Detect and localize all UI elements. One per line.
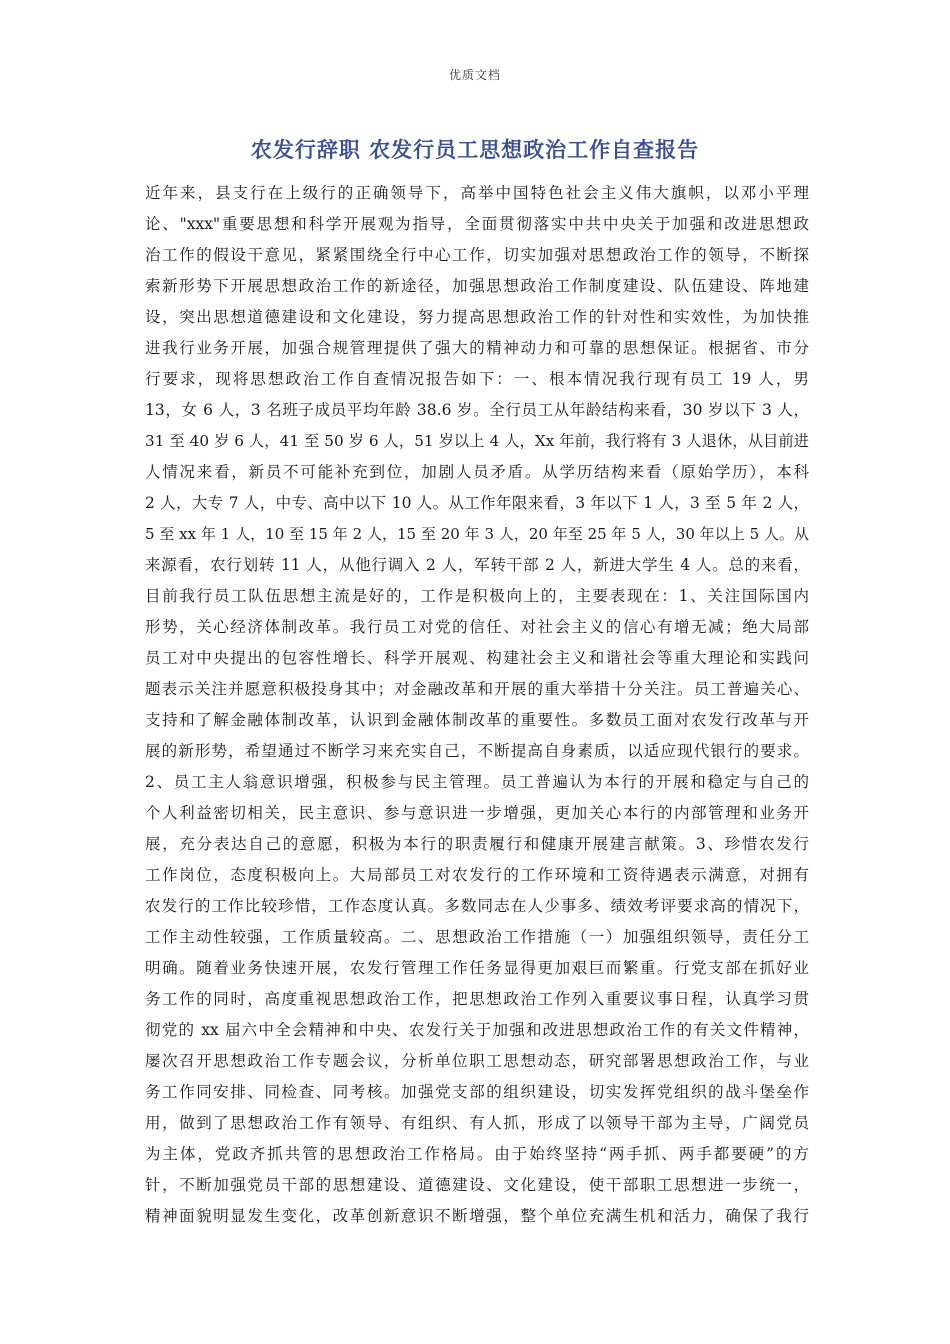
body-line: 论、"xxx"重要思想和科学开展观为指导，全面贯彻落实中共中央关于加强和改进思想政: [145, 215, 809, 233]
document-body: [145, 178, 809, 1232]
body-line: 务工作同安排、同检查、同考核。加强党支部的组织建设，切实发挥党组织的战斗堡垒作: [145, 1083, 809, 1101]
body-line: 支持和了解金融体制改革，认识到金融体制改革的重要性。多数员工面对农发行改革与开: [145, 711, 809, 729]
body-line: 用，做到了思想政治工作有领导、有组织、有人抓，形成了以领导干部为主导，广阔党员: [145, 1114, 809, 1132]
body-line: 人情况来看，新员不可能补充到位，加剧人员矛盾。从学历结构来看（原始学历），本科: [145, 463, 809, 481]
body-line: 务工作的同时，高度重视思想政治工作，把思想政治工作列入重要议事日程，认真学习贯: [145, 990, 809, 1008]
body-line: 题表示关注并愿意积极投身其中；对金融改革和开展的重大举措十分关注。员工普遍关心、: [145, 680, 809, 698]
body-line: 员工对中央提出的包容性增长、科学开展观、构建社会主义和谐社会等重大理论和实践问: [145, 649, 809, 667]
body-line: 目前我行员工队伍思想主流是好的，工作是积极向上的，主要表现在：1、关注国际国内: [145, 587, 809, 605]
body-line: 31 至 40 岁 6 人，41 至 50 岁 6 人，51 岁以上 4 人，Xx 年前，我行将有 3 人退休，从目前进: [145, 432, 809, 450]
body-line: 行要求，现将思想政治工作自查情况报告如下：一、根本情况我行现有员工 19 人，男: [145, 370, 809, 388]
body-line: 彻党的 xx 届六中全会精神和中央、农发行关于加强和改进思想政治工作的有关文件精神，: [145, 1021, 809, 1039]
body-line: 工作主动性较强，工作质量较高。二、思想政治工作措施（一）加强组织领导，责任分工: [145, 928, 809, 946]
body-line: 来源看，农行划转 11 人，从他行调入 2 人，军转干部 2 人，新进大学生 4 人。总的来看，: [145, 556, 809, 574]
document-title: 农发行辞职 农发行员工思想政治工作自查报告: [250, 138, 700, 162]
page-header-label: 优质文档: [448, 68, 501, 82]
body-line: 形势，关心经济体制改革。我行员工对党的信任、对社会主义的信心有增无减；绝大局部: [145, 618, 809, 636]
body-line: 屡次召开思想政治工作专题会议，分析单位职工思想动态，研究部署思想政治工作，与业: [145, 1052, 809, 1070]
body-line: 展的新形势，希望通过不断学习来充实自己，不断提高自身素质，以适应现代银行的要求。: [145, 742, 809, 760]
body-line: 农发行的工作比较珍惜，工作态度认真。多数同志在人少事多、绩效考评要求高的情况下，: [145, 897, 809, 915]
body-line: 2、员工主人翁意识增强，积极参与民主管理。员工普遍认为本行的开展和稳定与自己的: [145, 773, 809, 791]
body-line: 2 人，大专 7 人，中专、高中以下 10 人。从工作年限来看，3 年以下 1 人，3 至 5 年 2 人，: [145, 494, 809, 512]
body-line: 针，不断加强党员干部的思想建设、道德建设、文化建设，使干部职工思想进一步统一，: [145, 1176, 809, 1194]
body-line: 精神面貌明显发生变化，改革创新意识不断增强，整个单位充满生机和活力，确保了我行: [145, 1207, 809, 1225]
body-line: 近年来，县支行在上级行的正确领导下，高举中国特色社会主义伟大旗帜，以邓小平理: [145, 184, 809, 202]
body-line: 为主体，党政齐抓共管的思想政治工作格局。由于始终坚持“两手抓、两手都要硬”的方: [145, 1145, 809, 1163]
body-line: 展，充分表达自己的意愿，积极为本行的职责履行和健康开展建言献策。3、珍惜农发行: [145, 835, 809, 853]
body-line: 索新形势下开展思想政治工作的新途径，加强思想政治工作制度建设、队伍建设、阵地建: [145, 277, 809, 295]
body-line: 进我行业务开展，加强合规管理提供了强大的精神动力和可靠的思想保证。根据省、市分: [145, 339, 809, 357]
body-line: 个人利益密切相关，民主意识、参与意识进一步增强，更加关心本行的内部管理和业务开: [145, 804, 809, 822]
body-line: 13，女 6 人，3 名班子成员平均年龄 38.6 岁。全行员工从年龄结构来看，30 岁以下 3 人，: [145, 401, 809, 419]
body-line: 治工作的假设干意见，紧紧围绕全行中心工作，切实加强对思想政治工作的领导，不断探: [145, 246, 809, 264]
body-line: 工作岗位，态度积极向上。大局部员工对农发行的工作环境和工资待遇表示满意，对拥有: [145, 866, 809, 884]
body-line: 明确。随着业务快速开展，农发行管理工作任务显得更加艰巨而繁重。行党支部在抓好业: [145, 959, 809, 977]
body-line: 5 至 xx 年 1 人，10 至 15 年 2 人，15 至 20 年 3 人，20 年至 25 年 5 人，30 年以上 5 人。从: [145, 525, 809, 543]
body-line: 设，突出思想道德建设和文化建设，努力提高思想政治工作的针对性和实效性，为加快推: [145, 308, 809, 326]
